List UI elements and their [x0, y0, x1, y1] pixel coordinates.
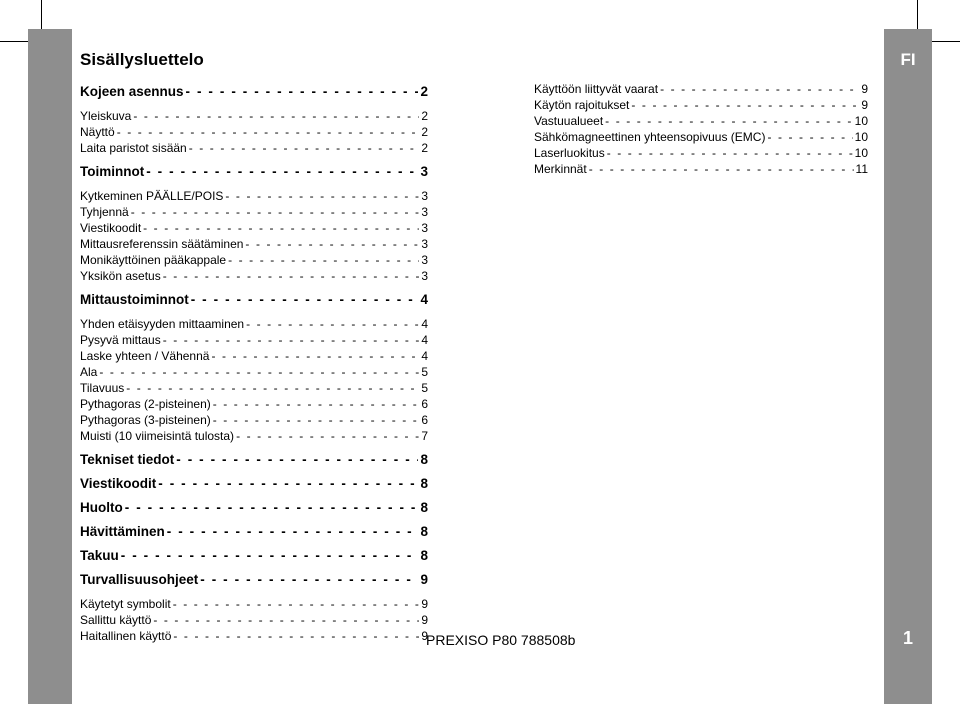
toc-section-heading[interactable] — [80, 164, 428, 188]
toc-entry[interactable] — [534, 97, 868, 113]
dot-leader — [189, 140, 420, 156]
toc-entry-page: 11 — [855, 162, 868, 176]
dot-leader — [143, 220, 419, 236]
dot-leader — [213, 396, 420, 412]
toc-entry-page: 2 — [421, 125, 428, 139]
dot-leader — [117, 124, 420, 140]
toc-entry-label: Käytön rajoitukset — [534, 98, 630, 112]
toc-entry-page: 3 — [421, 205, 428, 219]
dot-leader — [173, 628, 419, 644]
toc-left-column — [80, 84, 428, 644]
toc-entry-label: Kytkeminen PÄÄLLE/POIS — [80, 189, 224, 203]
toc-entry-label: Tilavuus — [80, 381, 125, 395]
toc-entry-page: 8 — [420, 524, 428, 539]
dot-leader — [213, 412, 420, 428]
toc-entry-page: 2 — [421, 141, 428, 155]
toc-entry-page: 4 — [421, 333, 428, 347]
toc-entry-label: Huolto — [80, 500, 123, 515]
toc-entry-page: 9 — [421, 613, 428, 627]
toc-section-heading[interactable] — [80, 452, 428, 476]
toc-entry[interactable] — [80, 364, 428, 380]
toc-entry[interactable] — [80, 412, 428, 428]
toc-entry-label: Mittausreferenssin säätäminen — [80, 237, 244, 251]
toc-entry[interactable] — [80, 316, 428, 332]
toc-entry-label: Pythagoras (3-pisteinen) — [80, 413, 211, 427]
toc-section-heading[interactable] — [80, 524, 428, 548]
toc-entry-label: Toiminnot — [80, 164, 145, 179]
dot-leader — [146, 164, 418, 180]
toc-entry-page: 9 — [421, 629, 428, 643]
toc-entry-page: 2 — [421, 109, 428, 123]
toc-entry-page: 9 — [861, 82, 868, 96]
toc-entry[interactable] — [534, 145, 868, 161]
dot-leader — [131, 204, 420, 220]
toc-entry[interactable] — [80, 380, 428, 396]
toc-entry[interactable] — [80, 252, 428, 268]
toc-entry-page: 10 — [854, 146, 868, 160]
section-spacer — [80, 156, 428, 164]
dot-leader — [191, 292, 419, 308]
toc-entry[interactable] — [80, 236, 428, 252]
section-spacer — [80, 284, 428, 292]
toc-entry-label: Monikäyttöinen pääkappale — [80, 253, 227, 267]
toc-entry-label: Yleiskuva — [80, 109, 132, 123]
toc-section-heading[interactable] — [80, 476, 428, 500]
toc-entry-page: 7 — [421, 429, 428, 443]
dot-leader — [245, 236, 419, 252]
section-spacer — [80, 444, 428, 452]
toc-entry-page: 8 — [420, 548, 428, 563]
dot-leader — [589, 161, 854, 177]
dot-leader — [631, 97, 859, 113]
toc-entry-label: Merkinnät — [534, 162, 587, 176]
dot-leader — [121, 548, 419, 564]
toc-entry[interactable] — [80, 268, 428, 284]
toc-entry[interactable] — [80, 396, 428, 412]
toc-entry-page: 8 — [420, 452, 428, 467]
toc-entry-label: Yksikön asetus — [80, 269, 161, 283]
dot-leader — [153, 612, 419, 628]
toc-entry[interactable] — [80, 140, 428, 156]
toc-entry[interactable] — [80, 596, 428, 612]
crop-mark-right-side — [932, 41, 960, 42]
toc-entry-label: Laske yhteen / Vähennä — [80, 349, 210, 363]
toc-entry-page: 9 — [421, 597, 428, 611]
dot-leader — [99, 364, 419, 380]
toc-entry[interactable] — [80, 428, 428, 444]
toc-entry-label: Pysyvä mittaus — [80, 333, 161, 347]
right-margin-bar — [884, 29, 932, 704]
toc-entry-page: 9 — [420, 572, 428, 587]
toc-entry-page: 10 — [854, 114, 868, 128]
toc-entry-label: Viestikoodit — [80, 476, 157, 491]
toc-entry-page: 5 — [421, 365, 428, 379]
toc-entry-label: Yhden etäisyyden mittaaminen — [80, 317, 245, 331]
dot-leader — [163, 268, 420, 284]
toc-entry-page: 4 — [420, 292, 428, 307]
dot-leader — [605, 113, 852, 129]
toc-entry-label: Käytetyt symbolit — [80, 597, 171, 611]
dot-leader — [133, 108, 419, 124]
toc-entry[interactable] — [534, 81, 868, 97]
dot-leader — [200, 572, 418, 588]
toc-entry-page: 6 — [421, 397, 428, 411]
toc-right-column — [534, 81, 868, 177]
toc-entry-label: Turvallisuusohjeet — [80, 572, 199, 587]
toc-entry[interactable] — [80, 332, 428, 348]
toc-entry-label: Laserluokitus — [534, 146, 605, 160]
toc-entry[interactable] — [534, 161, 868, 177]
page-number: 1 — [902, 628, 913, 648]
toc-entry-label: Sallittu käyttö — [80, 613, 152, 627]
toc-entry-label: Laita paristot sisään — [80, 141, 187, 155]
dot-leader — [236, 428, 419, 444]
dot-leader — [767, 129, 852, 145]
dot-leader — [176, 452, 418, 468]
dot-leader — [607, 145, 853, 161]
dot-leader — [167, 524, 419, 540]
dot-leader — [125, 500, 419, 516]
crop-mark-right — [917, 0, 918, 29]
crop-mark-left-side — [0, 41, 28, 42]
dot-leader — [158, 476, 418, 492]
toc-entry-label: Vastuualueet — [534, 114, 604, 128]
toc-entry[interactable] — [80, 108, 428, 124]
toc-entry[interactable] — [80, 348, 428, 364]
toc-entry-page: 8 — [420, 500, 428, 515]
toc-entry-label: Näyttö — [80, 125, 115, 139]
toc-entry-label: Muisti (10 viimeisintä tulosta) — [80, 429, 235, 443]
toc-entry-label: Mittaustoiminnot — [80, 292, 189, 307]
toc-entry-label: Tekniset tiedot — [80, 452, 175, 467]
toc-section-heading[interactable] — [80, 500, 428, 524]
dot-leader — [211, 348, 419, 364]
dot-leader — [163, 332, 420, 348]
dot-leader — [228, 252, 419, 268]
toc-section-heading[interactable] — [80, 572, 428, 596]
toc-entry-label: Takuu — [80, 548, 119, 563]
toc-entry-label: Kojeen asennus — [80, 84, 184, 99]
language-tab: FI — [900, 50, 916, 69]
dot-leader — [660, 81, 859, 97]
toc-entry-page: 2 — [420, 84, 428, 99]
toc-entry-label: Tyhjennä — [80, 205, 129, 219]
toc-entry-label: Pythagoras (2-pisteinen) — [80, 397, 211, 411]
toc-entry-label: Hävittäminen — [80, 524, 165, 539]
toc-entry-label: Sähkömagneettinen yhteensopivuus (EMC) — [534, 130, 766, 144]
toc-entry-page: 3 — [421, 269, 428, 283]
toc-section-heading[interactable] — [80, 548, 428, 572]
toc-entry-page: 8 — [420, 476, 428, 491]
dot-leader — [225, 188, 419, 204]
toc-entry-page: 5 — [421, 381, 428, 395]
toc-entry-page: 3 — [420, 164, 428, 179]
toc-section-heading[interactable] — [80, 292, 428, 316]
dot-leader — [246, 316, 419, 332]
left-margin-bar — [28, 29, 72, 704]
toc-entry-label: Ala — [80, 365, 98, 379]
toc-entry[interactable] — [80, 204, 428, 220]
page-title: Sisällysluettelo — [80, 50, 204, 69]
toc-entry[interactable] — [80, 188, 428, 204]
dot-leader — [186, 84, 419, 100]
toc-entry[interactable] — [80, 612, 428, 628]
toc-entry[interactable] — [534, 129, 868, 145]
toc-entry-page: 9 — [861, 98, 868, 112]
toc-entry[interactable] — [534, 113, 868, 129]
toc-entry-page: 4 — [421, 317, 428, 331]
toc-entry[interactable] — [80, 124, 428, 140]
toc-entry-page: 3 — [421, 253, 428, 267]
document-id: PREXISO P80 788508b — [426, 632, 576, 648]
toc-entry-page: 3 — [421, 221, 428, 235]
toc-entry[interactable] — [80, 220, 428, 236]
toc-entry-page: 3 — [421, 189, 428, 203]
toc-entry-label: Haitallinen käyttö — [80, 629, 172, 643]
toc-entry-page: 6 — [421, 413, 428, 427]
toc-section-heading[interactable] — [80, 84, 428, 108]
toc-entry-page: 3 — [421, 237, 428, 251]
dot-leader — [173, 596, 420, 612]
toc-entry-page: 4 — [421, 349, 428, 363]
toc-entry-label: Käyttöön liittyvät vaarat — [534, 82, 659, 96]
dot-leader — [126, 380, 419, 396]
crop-mark-left — [41, 0, 42, 29]
toc-entry-page: 10 — [854, 130, 868, 144]
toc-entry-label: Viestikoodit — [80, 221, 142, 235]
toc-entry[interactable] — [80, 628, 428, 644]
